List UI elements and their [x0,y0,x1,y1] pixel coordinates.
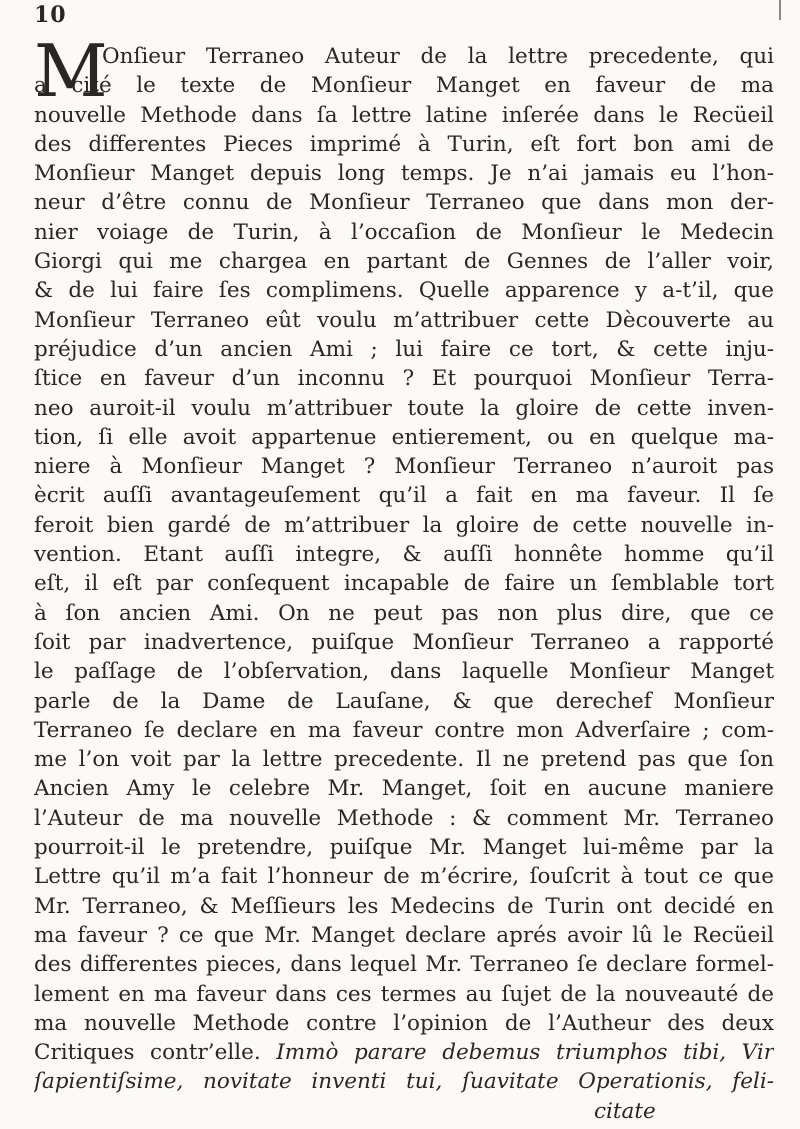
text-line: feroit bien gardé de m’attribuer la gloire de cette nouvelle in- [34,512,774,538]
text-line: le paſſage de l’obſervation, dans laquelle Monſieur Manget [34,659,774,685]
page-number: 10 [34,2,67,28]
text-line: ècrit auſſi avantageuſement qu’il a fait en ma faveur. Il ſe [34,483,774,509]
text-line: ſoit par inadvertence, puiſque Monſieur Terraneo a rapporté [34,629,774,655]
text-line: Monſieur Terraneo eût voulu m’attribuer cette Dècouverte au [34,307,774,333]
text-line: à ſon ancien Ami. On ne peut pas non plus dire, que ce [34,600,774,626]
text-line: ma nouvelle Methode contre l’opinion de l’Autheur des deux [34,1010,774,1036]
text-line: des differentes pieces, dans lequel Mr. Terraneo ſe declare formel- [34,952,774,978]
text-line: ſapientiſsime, novitate inventi tui, ſuavitate Operationis, feli- [34,1069,774,1095]
text-line: Mr. Terraneo, & Meſſieurs les Medecins de Turin ont decidé en [34,893,774,919]
text-line: Terraneo ſe declare en ma faveur contre mon Adverſaire ; com- [34,717,774,743]
text-line: préjudice d’un ancien Ami ; lui faire ce tort, & cette inju- [34,336,774,362]
text-line: lement en ma faveur dans ces termes au ſujet de la nouveauté de [34,981,774,1007]
text-line: Critiques contr’elle. Immò parare debemus triumphos tibi, Vir [34,1040,774,1066]
text-line: nouvelle Methode dans ſa lettre latine inſerée dans le Recüeil [34,102,774,128]
text-line: Monſieur Manget depuis long temps. Je n’ai jamais eu l’hon- [34,161,774,187]
text-line: des differentes Pieces imprimé à Turin, eſt fort bon ami de [34,131,774,157]
text-line: neur d’être connu de Monſieur Terraneo que dans mon der- [34,190,774,216]
text-line: ſtice en faveur d’un inconnu ? Et pourquoi Monſieur Terra- [34,366,774,392]
gutter-mark [779,0,781,20]
text-line: Onſieur Terraneo Auteur de la lettre precedente, qui [102,44,774,69]
text-line: Ancien Amy le celebre Mr. Manget, ſoit en aucune maniere [34,776,774,802]
text-line: tion, ſi elle avoit appartenue entierement, ou en quelque ma- [34,424,774,450]
text-line: parle de la Dame de Lauſane, & que derechef Monſieur [34,688,774,714]
text-line: Lettre qu’il m’a fait l’honneur de m’écrire, ſouſcrit à tout ce que [34,864,774,890]
text-line: citate [594,1098,656,1124]
latin-quotation: Immò parare debemus triumphos tibi, Vir [276,1040,774,1066]
text-line: l’Auteur de ma nouvelle Methode : & comment Mr. Terraneo [34,805,774,831]
text-line: eſt, il eſt par conſequent incapable de faire un ſemblable tort [34,571,774,597]
text-line: a cité le texte de Monſieur Manget en faveur de ma [34,73,774,99]
text-line: ma faveur ? ce que Mr. Manget declare aprés avoir lû le Recüeil [34,922,774,948]
text-line: me l’on voit par la lettre precedente. Il ne pretend pas que ſon [34,747,774,773]
text-line: neo auroit-il voulu m’attribuer toute la gloire de cette inven- [34,395,774,421]
text-line: nier voiage de Turin, à l’occaſion de Monſieur le Medecin [34,219,774,245]
text-line: Giorgi qui me chargea en partant de Gennes de l’aller voir, [34,249,774,275]
text-line: pourroit-il le pretendre, puiſque Mr. Manget lui-même par la [34,835,774,861]
text-line: vention. Etant auſſi integre, & auſſi honnête homme qu’il [34,542,774,568]
drop-cap: M [34,29,108,113]
body-text [34,29,774,1126]
text-line: & de lui faire ſes complimens. Quelle apparence y a-t’il, que [34,278,774,304]
text-line: niere à Monſieur Manget ? Monſieur Terraneo n’auroit pas [34,454,774,480]
